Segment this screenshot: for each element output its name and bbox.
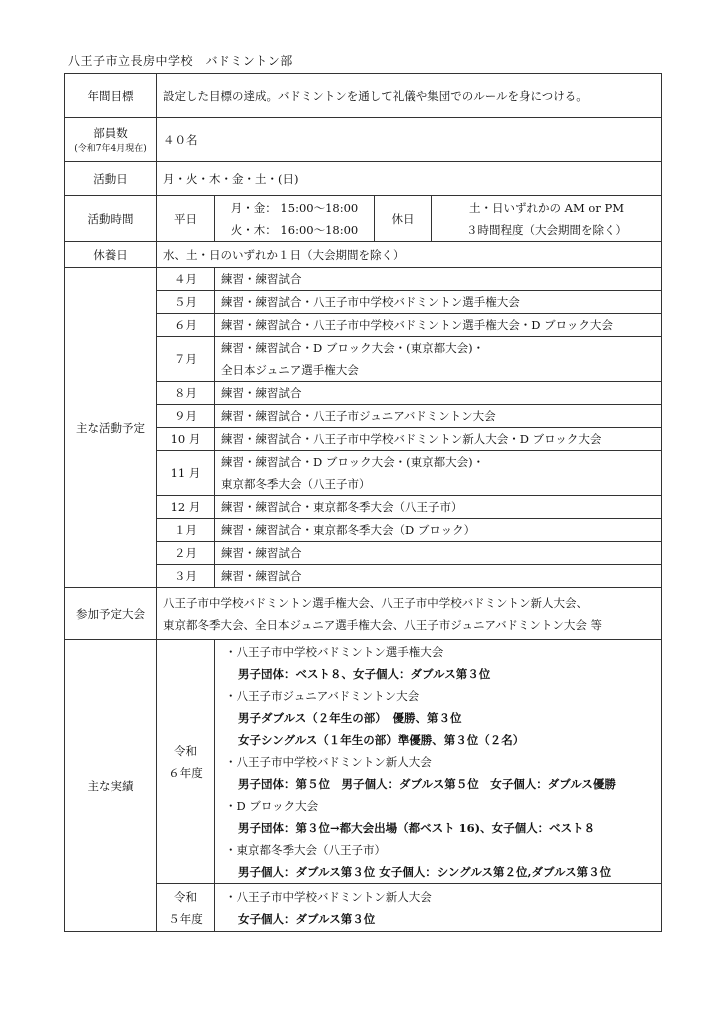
- schedule-activity-cell: [215, 451, 662, 496]
- results-r5-year-line: ５年度: [168, 911, 203, 926]
- results-r5-year-cell: [157, 884, 215, 932]
- schedule-month: 10 月: [157, 428, 215, 451]
- result-line: ・D ブロック大会: [225, 798, 319, 813]
- members-note: (令和7年4月現在): [74, 143, 147, 154]
- schedule-month: ６月: [157, 314, 215, 337]
- goal-row: [65, 74, 662, 118]
- goal-value: 設定した目標の達成。バドミントンを通して礼儀や集団でのルールを身につける。: [157, 74, 662, 118]
- schedule-activity: 練習・練習試合・八王子市中学校バドミントン選手権大会・D ブロック大会: [215, 314, 662, 337]
- schedule-month: ３月: [157, 565, 215, 588]
- results-r6-year-line: ６年度: [168, 765, 203, 780]
- days-label: 活動日: [65, 162, 157, 196]
- result-line: ・東京都冬季大会（八王子市）: [225, 842, 386, 857]
- schedule-activity: 練習・練習試合・東京都冬季大会（D ブロック）: [215, 519, 662, 542]
- members-label-cell: [65, 118, 157, 162]
- schedule-month: 11 月: [157, 451, 215, 496]
- goal-label: 年間目標: [65, 74, 157, 118]
- hours-weekday-line: 月・金： 15:00～18:00: [230, 200, 359, 215]
- schedule-activity: 練習・練習試合・東京都冬季大会（八王子市）: [215, 496, 662, 519]
- schedule-activity: 練習・練習試合・D ブロック大会・(東京都大会)・: [221, 455, 485, 469]
- result-line: 男子個人：ダブルス第３位 女子個人：シングルス第２位,ダブルス第３位: [238, 864, 612, 879]
- schedule-activity: 練習・練習試合・八王子市中学校バドミントン選手権大会: [215, 291, 662, 314]
- results-label: 主な実績: [65, 640, 157, 932]
- tournaments-label: 参加予定大会: [65, 588, 157, 640]
- schedule-activity-cell: [215, 337, 662, 382]
- rest-row: [65, 242, 662, 268]
- results-r6-year-line: 令和: [174, 743, 197, 758]
- schedule-label: 主な活動予定: [65, 268, 157, 588]
- rest-label: 休養日: [65, 242, 157, 268]
- hours-weekday-line: 火・木： 16:00～18:00: [230, 222, 359, 237]
- members-value: ４０名: [157, 118, 662, 162]
- schedule-activity: 練習・練習試合: [215, 542, 662, 565]
- schedule-row: [65, 268, 662, 291]
- hours-label: 活動時間: [65, 196, 157, 242]
- result-line: 女子シングルス（１年生の部）準優勝、第３位（２名）: [238, 732, 525, 747]
- hours-row: [65, 196, 662, 242]
- schedule-activity: 練習・練習試合・八王子市中学校バドミントン新人大会・D ブロック大会: [215, 428, 662, 451]
- result-line: ・八王子市中学校バドミントン新人大会: [225, 754, 432, 769]
- schedule-month: ８月: [157, 382, 215, 405]
- tournaments-cell: [157, 588, 662, 640]
- days-value: 月・火・木・金・土・(日): [157, 162, 662, 196]
- result-line: 女子個人：ダブルス第３位: [238, 911, 376, 926]
- result-line: ・八王子市ジュニアバドミントン大会: [225, 688, 420, 703]
- schedule-activity: 全日本ジュニア選手権大会: [221, 363, 359, 377]
- schedule-activity: 練習・練習試合: [215, 382, 662, 405]
- schedule-activity: 練習・練習試合・D ブロック大会・(東京都大会)・: [221, 341, 485, 355]
- results-r5-year-line: 令和: [174, 889, 197, 904]
- results-r6-cell: [215, 640, 662, 884]
- result-line: ・八王子市中学校バドミントン新人大会: [225, 889, 432, 904]
- hours-weekday-label: 平日: [157, 196, 215, 242]
- hours-holiday-line: 土・日いずれかの AM or PM: [469, 200, 624, 215]
- schedule-activity: 練習・練習試合・八王子市ジュニアバドミントン大会: [215, 405, 662, 428]
- hours-weekday-cell: [215, 196, 375, 242]
- result-line: 男子団体：第３位→都大会出場（都ベスト 16)、女子個人：ベスト８: [238, 820, 596, 835]
- hours-holiday-label: 休日: [375, 196, 432, 242]
- schedule-month: ７月: [157, 337, 215, 382]
- result-line: ・八王子市中学校バドミントン選手権大会: [225, 644, 444, 659]
- members-row: [65, 118, 662, 162]
- page-title: 八王子市立長房中学校 バドミントン部: [68, 54, 293, 68]
- tournaments-line: 八王子市中学校バドミントン選手権大会、八王子市中学校バドミントン新人大会、: [163, 595, 589, 610]
- schedule-month: ２月: [157, 542, 215, 565]
- schedule-activity: 練習・練習試合: [215, 268, 662, 291]
- club-info-table: [64, 73, 662, 932]
- result-line: 男子団体：ベスト８、女子個人：ダブルス第３位: [238, 666, 491, 681]
- hours-holiday-line: ３時間程度（大会期間を除く）: [466, 222, 627, 237]
- tournaments-line: 東京都冬季大会、全日本ジュニア選手権大会、八王子市ジュニアバドミントン大会 等: [163, 617, 603, 632]
- results-r6-year-cell: [157, 640, 215, 884]
- schedule-activity: 東京都冬季大会（八王子市）: [221, 477, 371, 491]
- schedule-month: １月: [157, 519, 215, 542]
- schedule-month: ４月: [157, 268, 215, 291]
- schedule-month: 12 月: [157, 496, 215, 519]
- tournaments-row: [65, 588, 662, 640]
- schedule-month: ９月: [157, 405, 215, 428]
- rest-value: 水、土・日のいずれか１日（大会期間を除く）: [157, 242, 662, 268]
- days-row: [65, 162, 662, 196]
- result-line: 男子ダブルス（２年生の部） 優勝、第３位: [238, 710, 462, 725]
- schedule-activity: 練習・練習試合: [215, 565, 662, 588]
- results-r5-cell: [215, 884, 662, 932]
- results-r6-row: [65, 640, 662, 884]
- hours-holiday-cell: [432, 196, 662, 242]
- result-line: 男子団体：第５位 男子個人：ダブルス第５位 女子個人：ダブルス優勝: [238, 776, 616, 791]
- members-label: 部員数: [93, 125, 128, 140]
- schedule-month: ５月: [157, 291, 215, 314]
